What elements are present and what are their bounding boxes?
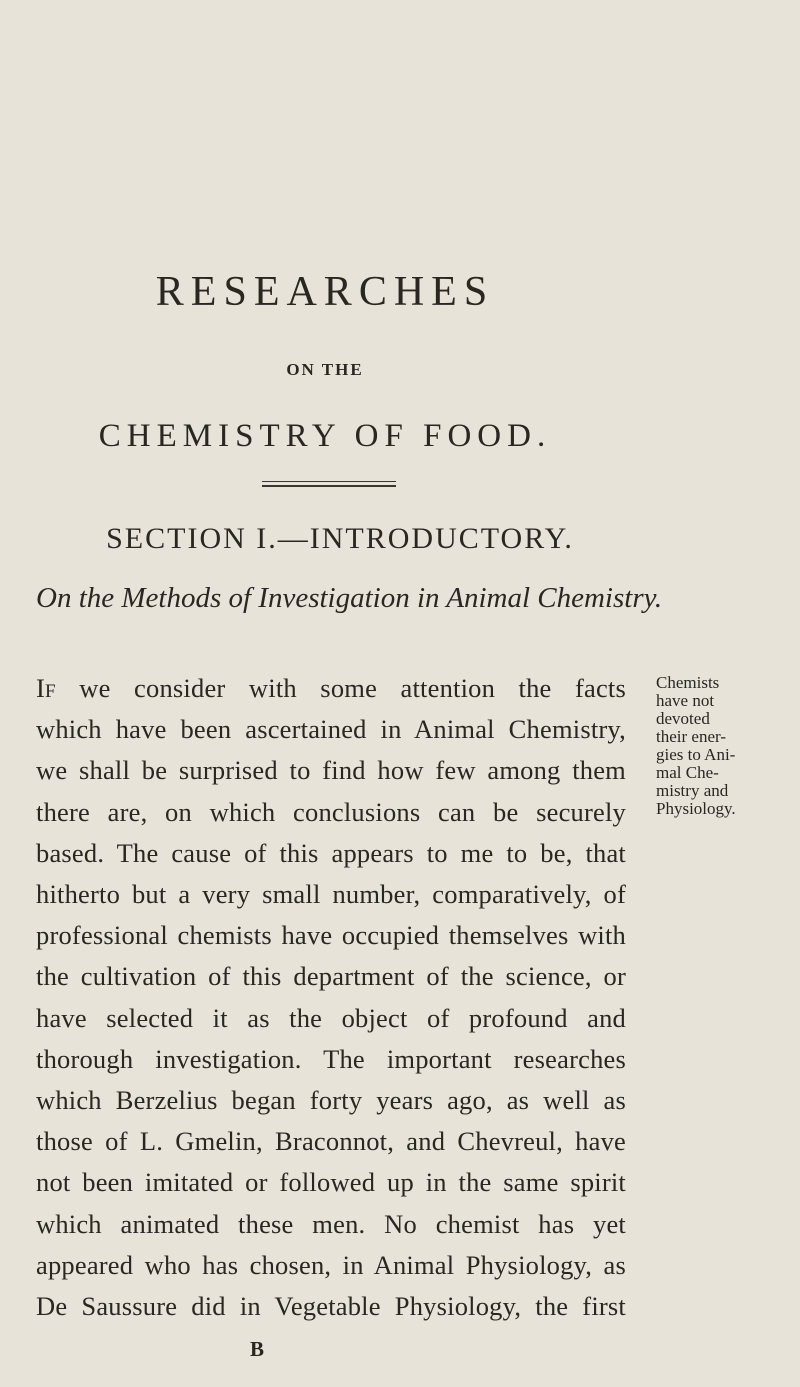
margin-note-line: devoted [656,709,710,728]
body-line-12: those of L. Gmelin, Braconnot, and Chevreul, have [36,1126,626,1157]
body-paragraph [36,668,626,1327]
body-line-3: we shall be surprised to find how few among them [36,755,626,786]
margin-note [656,674,776,818]
body-line-4: there are, on which conclusions can be securely [36,796,626,827]
title-rule-thick [262,485,396,487]
body-line-16: De Saussure did in Vegetable Physiology, the first [36,1291,626,1322]
body-line-15: appeared who has chosen, in Animal Physiology, as [36,1249,626,1280]
section-subheading: On the Methods of Investigation in Animal Chemistry. [36,582,663,614]
margin-note-line: mal Che- [656,763,719,782]
title-rule-thin [262,481,396,482]
drop-word: If [36,673,56,703]
body-line-7: professional chemists have occupied themselves with [36,920,626,951]
margin-note-line: Chemists [656,673,720,692]
body-line-1-text: we consider with some attention the facts [79,673,627,703]
title-connector: ON THE [286,360,364,379]
body-line-8: the cultivation of this department of the science, or [36,961,626,992]
margin-note-line: have not [656,691,715,710]
body-line-13: not been imitated or followed up in the same spirit [36,1167,626,1198]
margin-note-line: Physiology. [656,799,736,818]
body-line-5: based. The cause of this appears to me to be, that [36,837,626,868]
body-line-2: which have been ascertained in Animal Chemistry, [36,714,626,745]
section-heading: SECTION I.—INTRODUCTORY. [106,522,574,555]
book-title: RESEARCHES [155,269,495,315]
body-line-1 [36,668,626,709]
signature-mark: B [250,1337,265,1361]
body-line-6: hitherto but a very small number, comparatively, of [36,879,626,910]
book-subtitle: CHEMISTRY OF FOOD. [98,418,552,454]
body-line-14: which animated these men. No chemist has yet [36,1208,626,1239]
margin-note-line: mistry and [656,781,729,800]
margin-note-line: their ener- [656,727,726,746]
body-line-10: thorough investigation. The important researches [36,1043,626,1074]
margin-note-line: gies to Ani- [656,745,736,764]
body-line-11: which Berzelius began forty years ago, as well as [36,1085,626,1116]
body-line-9: have selected it as the object of profound and [36,1002,626,1033]
